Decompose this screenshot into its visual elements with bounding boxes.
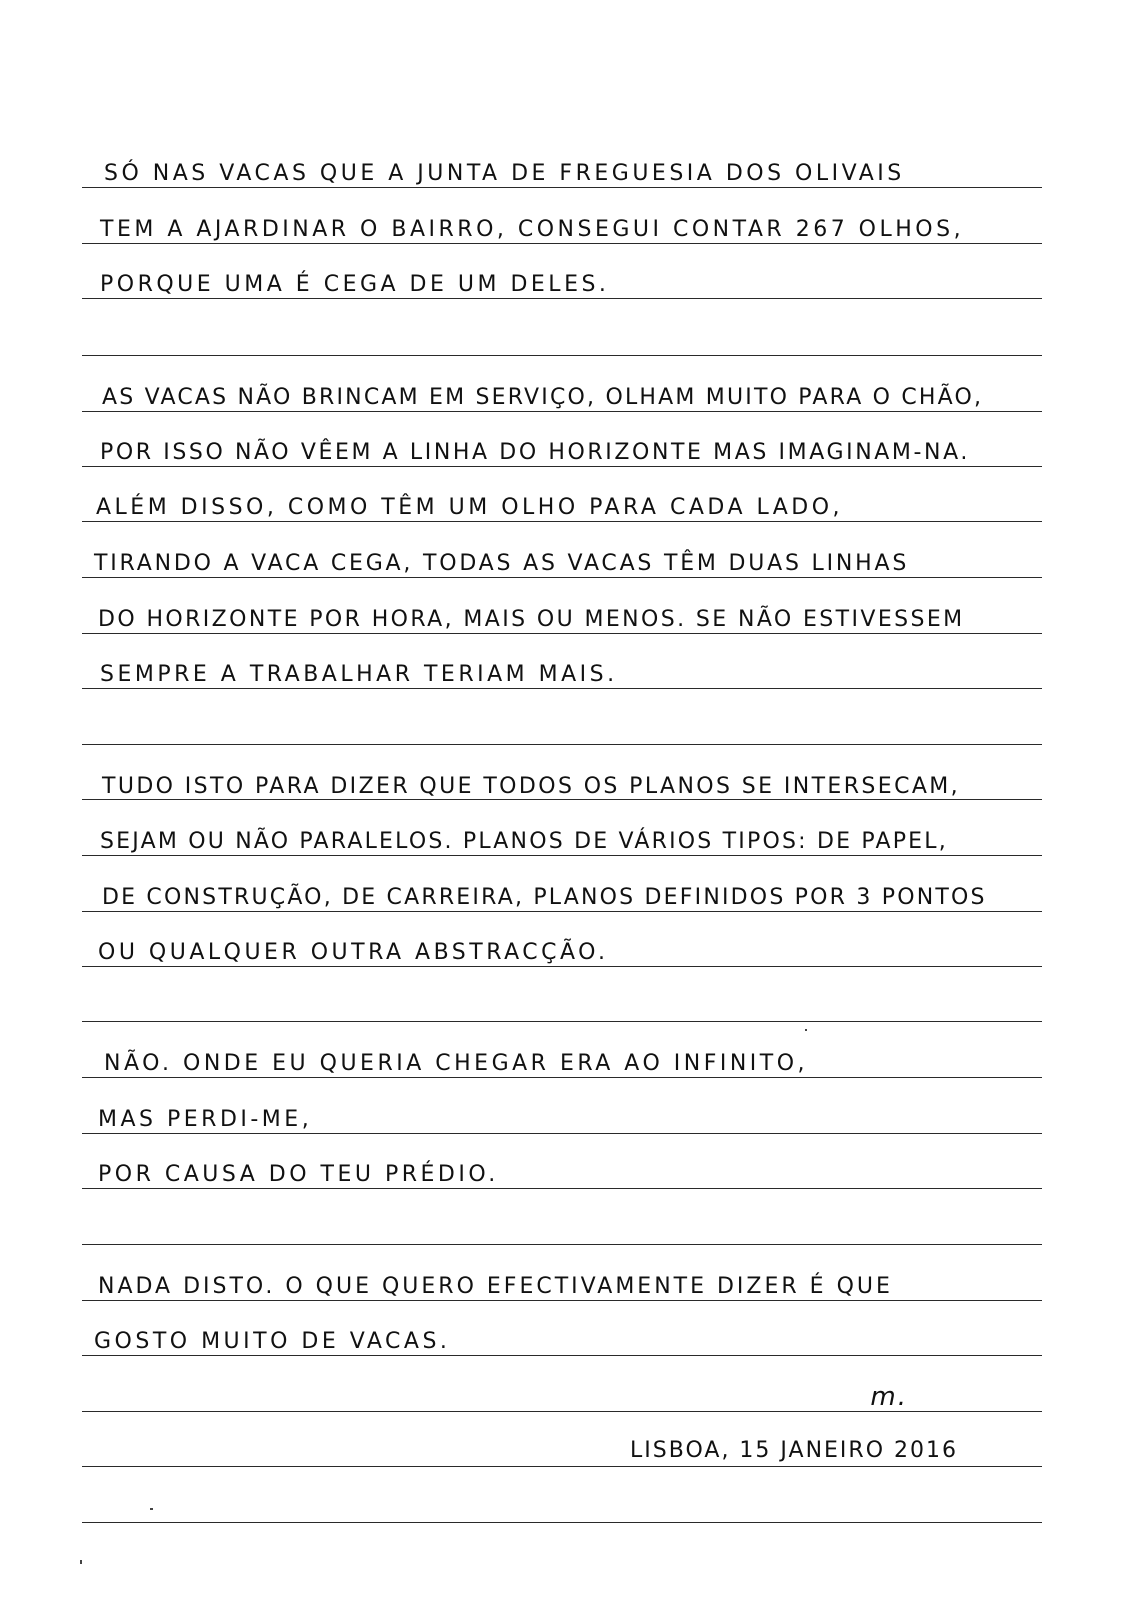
pen-mark	[80, 1560, 82, 1564]
ruled-line	[82, 466, 1042, 467]
text-line: SEMPRE A TRABALHAR TERIAM MAIS.	[100, 662, 618, 687]
ruled-line	[82, 298, 1042, 299]
text-line: TUDO ISTO PARA DIZER QUE TODOS OS PLANOS SE INTERSECAM,	[102, 774, 961, 799]
ruled-line	[82, 688, 1042, 689]
ruled-line	[82, 1522, 1042, 1523]
pen-mark	[150, 1508, 153, 1510]
text-line: PORQUE UMA É CEGA DE UM DELES.	[100, 272, 610, 297]
text-line: OU QUALQUER OUTRA ABSTRACÇÃO.	[98, 940, 609, 965]
text-line: NADA DISTO. O QUE QUERO EFECTIVAMENTE DIZER É QUE	[98, 1274, 893, 1299]
ruled-line	[82, 1188, 1042, 1189]
ruled-line	[82, 521, 1042, 522]
ruled-line	[82, 187, 1042, 188]
ruled-line	[82, 243, 1042, 244]
ruled-line	[82, 355, 1042, 356]
text-line: ALÉM DISSO, COMO TÊM UM OLHO PARA CADA LADO,	[96, 495, 844, 520]
signature: m.	[870, 1382, 908, 1412]
ruled-line	[82, 799, 1042, 800]
text-line: TIRANDO A VACA CEGA, TODAS AS VACAS TÊM DUAS LINHAS	[94, 551, 910, 576]
text-line: DO HORIZONTE POR HORA, MAIS OU MENOS. SE NÃO ESTIVESSEM	[98, 607, 965, 632]
ruled-line	[82, 1244, 1042, 1245]
pen-mark	[805, 1029, 807, 1031]
ruled-line	[82, 911, 1042, 912]
dateline: LISBOA, 15 JANEIRO 2016	[630, 1438, 958, 1463]
text-line: SEJAM OU NÃO PARALELOS. PLANOS DE VÁRIOS TIPOS: DE PAPEL,	[100, 829, 948, 854]
ruled-line	[82, 855, 1042, 856]
text-line: NÃO. ONDE EU QUERIA CHEGAR ERA AO INFINITO,	[104, 1051, 809, 1076]
text-line: SÓ NAS VACAS QUE A JUNTA DE FREGUESIA DOS OLIVAIS	[104, 161, 905, 186]
text-line: POR ISSO NÃO VÊEM A LINHA DO HORIZONTE MAS IMAGINAM-NA.	[100, 440, 970, 465]
ruled-line	[82, 1355, 1042, 1356]
ruled-line	[82, 1300, 1042, 1301]
text-line: POR CAUSA DO TEU PRÉDIO.	[98, 1162, 499, 1187]
ruled-line	[82, 966, 1042, 967]
ruled-line	[82, 1077, 1042, 1078]
text-line: AS VACAS NÃO BRINCAM EM SERVIÇO, OLHAM MUITO PARA O CHÃO,	[102, 385, 984, 410]
ruled-line	[82, 1466, 1042, 1467]
text-line: MAS PERDI-ME,	[98, 1107, 313, 1132]
text-line: TEM A AJARDINAR O BAIRRO, CONSEGUI CONTAR 267 OLHOS,	[100, 217, 965, 242]
ruled-line	[82, 577, 1042, 578]
ruled-line	[82, 744, 1042, 745]
text-line: DE CONSTRUÇÃO, DE CARREIRA, PLANOS DEFINIDOS POR 3 PONTOS	[102, 885, 987, 910]
ruled-line	[82, 411, 1042, 412]
text-line: GOSTO MUITO DE VACAS.	[94, 1329, 451, 1354]
ruled-line	[82, 633, 1042, 634]
ruled-line	[82, 1133, 1042, 1134]
ruled-line	[82, 1021, 1042, 1022]
